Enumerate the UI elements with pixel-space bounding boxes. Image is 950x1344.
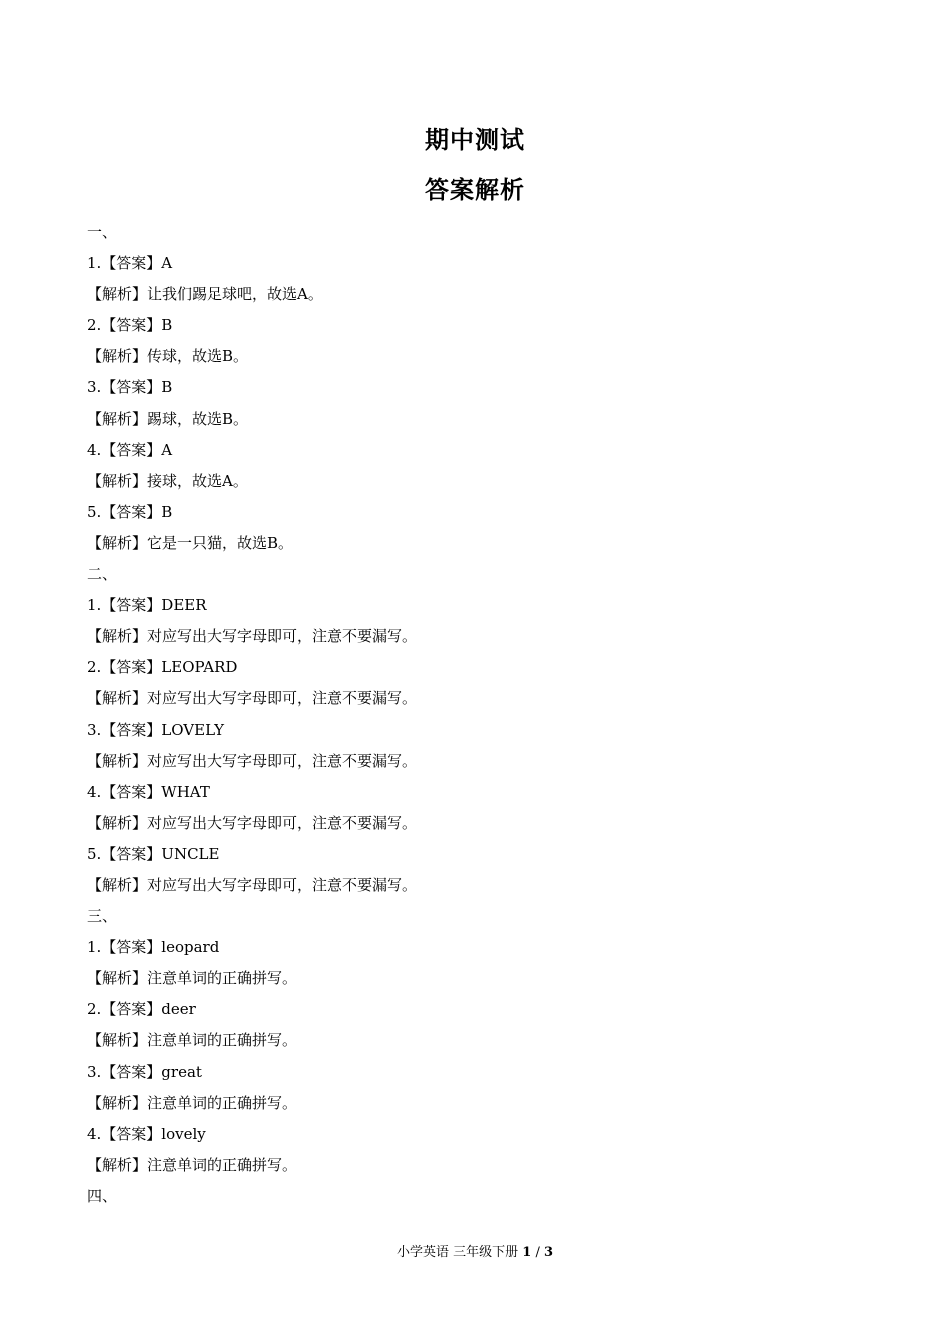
- section-heading: 一、: [87, 223, 118, 241]
- explanation-line: 【解析】注意单词的正确拼写。: [87, 1031, 298, 1050]
- explanation-line: 【解析】它是一只猫，故选B。: [87, 533, 294, 552]
- explanation-line: 【解析】对应写出大写字母即可，注意不要漏写。: [87, 813, 418, 832]
- explanation-line: 【解析】对应写出大写字母即可，注意不要漏写。: [87, 689, 418, 708]
- footer-label: 小学英语 三年级下册: [396, 1245, 519, 1260]
- answer-line: 4.【答案】WHAT: [87, 782, 210, 801]
- section-heading: 三、: [87, 907, 118, 926]
- explanation-line: 【解析】传球，故选B。: [87, 347, 249, 366]
- explanation-line: 【解析】注意单词的正确拼写。: [87, 1155, 298, 1174]
- page-separator: /: [535, 1245, 540, 1260]
- explanation-line: 【解析】对应写出大写字母即可，注意不要漏写。: [87, 627, 418, 646]
- explanation-line: 【解析】对应写出大写字母即可，注意不要漏写。: [87, 751, 418, 770]
- answer-line: 1.【答案】DEER: [87, 596, 207, 615]
- current-page-number: 1: [522, 1245, 532, 1260]
- answer-line: 4.【答案】lovely: [87, 1124, 206, 1143]
- explanation-line: 【解析】让我们踢足球吧，故选A。: [87, 285, 323, 304]
- answer-line: 3.【答案】B: [87, 378, 173, 397]
- answer-line: 4.【答案】A: [87, 440, 173, 459]
- answer-line: 1.【答案】A: [87, 254, 173, 273]
- section-heading: 四、: [87, 1186, 118, 1205]
- answer-line: 5.【答案】UNCLE: [87, 844, 220, 863]
- explanation-line: 【解析】注意单词的正确拼写。: [87, 1093, 298, 1112]
- page-footer: [0, 1243, 950, 1263]
- total-pages-number: 3: [543, 1245, 554, 1260]
- answer-line: 1.【答案】leopard: [87, 938, 220, 957]
- answer-line: 5.【答案】B: [87, 502, 173, 521]
- explanation-line: 【解析】接球，故选A。: [87, 471, 248, 490]
- explanation-line: 【解析】踢球，故选B。: [87, 409, 249, 428]
- explanation-line: 【解析】对应写出大写字母即可，注意不要漏写。: [87, 875, 418, 894]
- answer-line: 3.【答案】LOVELY: [87, 720, 224, 739]
- answer-list: [87, 217, 867, 1212]
- answer-line: 2.【答案】B: [87, 316, 173, 335]
- document-title: 期中测试: [425, 125, 525, 154]
- section-heading: 二、: [87, 565, 118, 584]
- explanation-line: 【解析】注意单词的正确拼写。: [87, 969, 298, 988]
- answer-line: 3.【答案】great: [87, 1062, 202, 1081]
- answer-line: 2.【答案】LEOPARD: [87, 658, 238, 677]
- document-subtitle: 答案解析: [425, 175, 525, 204]
- answer-line: 2.【答案】deer: [87, 1000, 196, 1019]
